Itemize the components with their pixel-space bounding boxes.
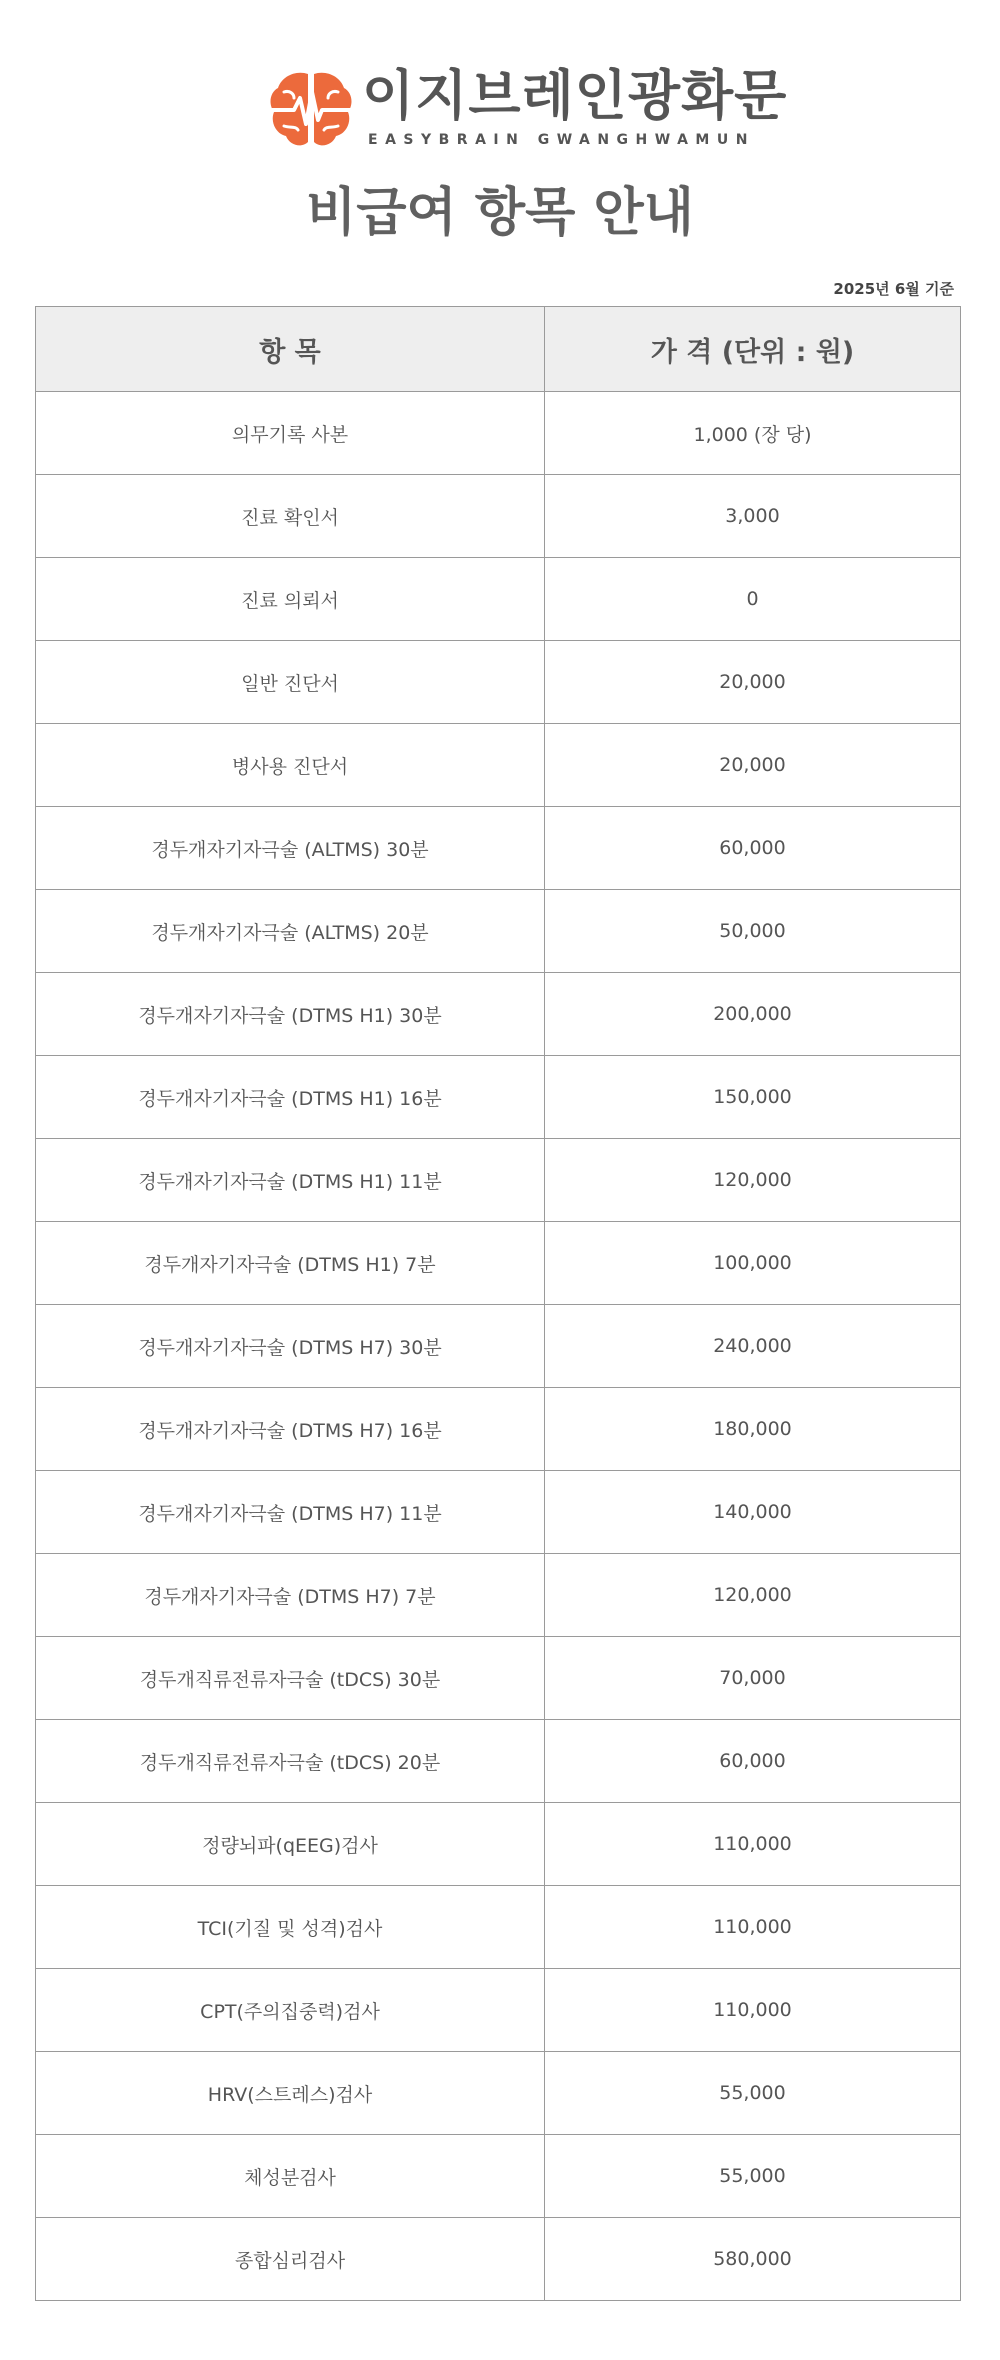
table-header-row (36, 307, 961, 392)
item-cell: 경두개자기자극술 (ALTMS) 30분 (36, 807, 545, 890)
price-cell: 120,000 (545, 1554, 961, 1637)
price-cell: 200,000 (545, 973, 961, 1056)
item-cell: 경두개자기자극술 (DTMS H7) 30분 (36, 1305, 545, 1388)
table-row (36, 1139, 961, 1222)
table-row (36, 1222, 961, 1305)
price-cell: 580,000 (545, 2218, 961, 2301)
table-row (36, 558, 961, 641)
table-row (36, 2218, 961, 2301)
price-cell: 0 (545, 558, 961, 641)
table-row (36, 1637, 961, 1720)
price-cell: 180,000 (545, 1388, 961, 1471)
item-cell: 경두개자기자극술 (DTMS H7) 11분 (36, 1471, 545, 1554)
page-title: 비급여 항목 안내 (306, 183, 694, 243)
table-row (36, 1803, 961, 1886)
table-row (36, 2052, 961, 2135)
price-cell: 110,000 (545, 1886, 961, 1969)
table-row (36, 641, 961, 724)
table-row (36, 1305, 961, 1388)
item-cell: 일반 진단서 (36, 641, 545, 724)
fee-table (35, 306, 961, 2301)
price-cell: 100,000 (545, 1222, 961, 1305)
item-cell: 정량뇌파(qEEG)검사 (36, 1803, 545, 1886)
brain-icon (268, 68, 354, 150)
item-cell: 병사용 진단서 (36, 724, 545, 807)
price-cell: 1,000 (장 당) (545, 392, 961, 475)
table-row (36, 1886, 961, 1969)
price-cell: 55,000 (545, 2135, 961, 2218)
item-cell: HRV(스트레스)검사 (36, 2052, 545, 2135)
item-cell: 경두개자기자극술 (ALTMS) 20분 (36, 890, 545, 973)
table-row (36, 1388, 961, 1471)
price-cell: 60,000 (545, 807, 961, 890)
logo-subtitle: EASYBRAIN GWANGHWAMUN (368, 132, 755, 148)
item-cell: 경두개자기자극술 (DTMS H1) 16분 (36, 1056, 545, 1139)
price-cell: 60,000 (545, 1720, 961, 1803)
table-row (36, 1471, 961, 1554)
table-row (36, 475, 961, 558)
table-row (36, 724, 961, 807)
item-cell: 종합심리검사 (36, 2218, 545, 2301)
column-header-item: 항 목 (36, 307, 545, 392)
table-row (36, 807, 961, 890)
item-cell: 경두개자기자극술 (DTMS H7) 16분 (36, 1388, 545, 1471)
logo-name: 이지브레인광화문 (362, 64, 788, 127)
logo (268, 62, 788, 158)
price-cell: 240,000 (545, 1305, 961, 1388)
item-cell: 경두개자기자극술 (DTMS H7) 7분 (36, 1554, 545, 1637)
price-cell: 55,000 (545, 2052, 961, 2135)
table-row (36, 890, 961, 973)
table-row (36, 2135, 961, 2218)
item-cell: 의무기록 사본 (36, 392, 545, 475)
item-cell: 경두개직류전류자극술 (tDCS) 30분 (36, 1637, 545, 1720)
price-cell: 110,000 (545, 1969, 961, 2052)
item-cell: 경두개자기자극술 (DTMS H1) 11분 (36, 1139, 545, 1222)
price-cell: 20,000 (545, 641, 961, 724)
item-cell: 경두개자기자극술 (DTMS H1) 7분 (36, 1222, 545, 1305)
price-cell: 120,000 (545, 1139, 961, 1222)
table-row (36, 1554, 961, 1637)
table-row (36, 392, 961, 475)
item-cell: 체성분검사 (36, 2135, 545, 2218)
item-cell: TCI(기질 및 성격)검사 (36, 1886, 545, 1969)
price-cell: 140,000 (545, 1471, 961, 1554)
item-cell: CPT(주의집중력)검사 (36, 1969, 545, 2052)
price-cell: 70,000 (545, 1637, 961, 1720)
item-cell: 진료 의뢰서 (36, 558, 545, 641)
item-cell: 경두개직류전류자극술 (tDCS) 20분 (36, 1720, 545, 1803)
price-cell: 150,000 (545, 1056, 961, 1139)
price-cell: 50,000 (545, 890, 961, 973)
table-row (36, 1720, 961, 1803)
price-cell: 3,000 (545, 475, 961, 558)
table-row (36, 1056, 961, 1139)
price-cell: 110,000 (545, 1803, 961, 1886)
price-cell: 20,000 (545, 724, 961, 807)
table-row (36, 1969, 961, 2052)
basis-date-note: 2025년 6월 기준 (833, 280, 954, 298)
table-row (36, 973, 961, 1056)
item-cell: 진료 확인서 (36, 475, 545, 558)
item-cell: 경두개자기자극술 (DTMS H1) 30분 (36, 973, 545, 1056)
column-header-price: 가 격 (단위 : 원) (545, 307, 961, 392)
